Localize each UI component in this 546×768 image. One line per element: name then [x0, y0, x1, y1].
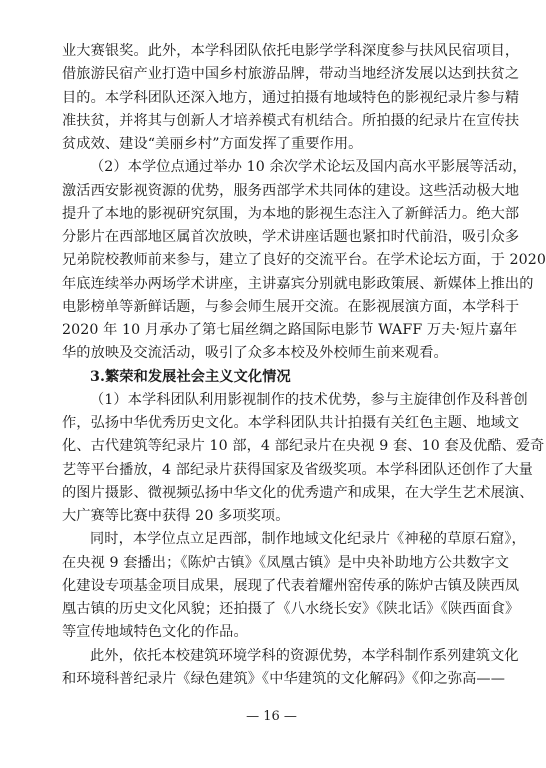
body-text-line: 在央视 9 套播出；《陈炉古镇》《凤凰古镇》是中央补助地方公共数字文	[62, 554, 510, 571]
body-text-line: 化建设专项基金项目成果，展现了代表着耀州窑传承的陈炉古镇及陕西凤	[62, 577, 520, 594]
body-text-line: 目的。本学科团队还深入地方，通过拍摄有地域特色的影视纪录片参与精	[62, 89, 520, 106]
body-text-line: 的图片摄影、微视频弘扬中华文化的优秀遗产和成果，在大学生艺术展演、	[62, 484, 534, 501]
body-text-line: 借旅游民宿产业打造中国乡村旅游品牌，带动当地经济发展以达到扶贫之	[62, 66, 520, 83]
paragraph-first-line: （1）本学科团队利用影视制作的技术优势，参与主旋律创作及科普创	[90, 391, 528, 408]
body-text-line: 年底连续举办两场学术讲座，主讲嘉宾分别就电影政策展、新媒体上推出的	[62, 275, 534, 292]
body-text-line: 等宣传地域特色文化的作品。	[62, 624, 248, 641]
body-text-line: 华的放映及交流活动，吸引了众多本校及外校师生前来观看。	[62, 345, 448, 362]
body-text-line: 化、古代建筑等纪录片 10 部，4 部纪录片在央视 9 套、10 套及优酷、爱奇	[62, 438, 545, 455]
body-text-line: 作，弘扬中华优秀历史文化。本学科团队共计拍摄有关红色主题、地域文	[62, 415, 520, 432]
body-text-line: 分影片在西部地区属首次放映，学术讲座话题也紧扣时代前沿，吸引众多	[62, 229, 520, 246]
body-text-line: 艺等平台播放，4 部纪录片获得国家及省级奖项。本学科团队还创作了大量	[62, 461, 533, 478]
body-text-line: 业大赛银奖。此外，本学科团队依托电影学学科深度参与扶风民宿项目，	[62, 43, 520, 59]
body-text-line: 准扶贫，并将其与创新人才培养模式有机结合。所拍摄的纪录片在宣传扶	[62, 112, 520, 129]
body-text-line: 2020 年 10 月承办了第七届丝绸之路国际电影节 WAFF 万夫·短片嘉年	[62, 322, 518, 339]
paragraph-first-line: （2）本学位点通过举办 10 余次学术论坛及国内高水平影展等活动，	[90, 159, 527, 176]
body-text-line: 兄弟院校教师前来参与，建立了良好的交流平台。在学术论坛方面，于 2020	[62, 252, 546, 269]
body-text-line: 贫成效、建设“美丽乡村”方面发挥了重要作用。	[62, 136, 363, 153]
body-text-line: 提升了本地的影视研究氛围，为本地的影视生态注入了新鲜活力。绝大部	[62, 205, 520, 222]
page-number: — 16 —	[246, 709, 297, 724]
body-text-line-overflow: 凰古镇的历史文化风貌；还拍摄了《八水绕长安》《陕北话》《陕西面食》	[62, 601, 520, 618]
body-text-line: 电影榜单等新鲜话题，与参会师生展开交流。在影视展演方面，本学科于	[62, 298, 520, 315]
paragraph-first-line: 同时，本学位点立足西部，制作地域文化纪录片《神秘的草原石窟》，	[90, 531, 526, 548]
paragraph-first-line: 此外，依托本校建筑环境学科的资源优势，本学科制作系列建筑文化	[90, 647, 519, 664]
body-text-line: 和环境科普纪录片《绿色建筑》《中华建筑的文化解码》《仰之弥高——	[62, 671, 506, 687]
body-text-line: 大广赛等比赛中获得 20 多项奖项。	[62, 508, 290, 525]
body-text-line: 激活西安影视资源的优势，服务西部学术共同体的建设。这些活动极大地	[62, 182, 520, 199]
section-heading: 3.繁荣和发展社会主义文化情况	[90, 368, 291, 385]
